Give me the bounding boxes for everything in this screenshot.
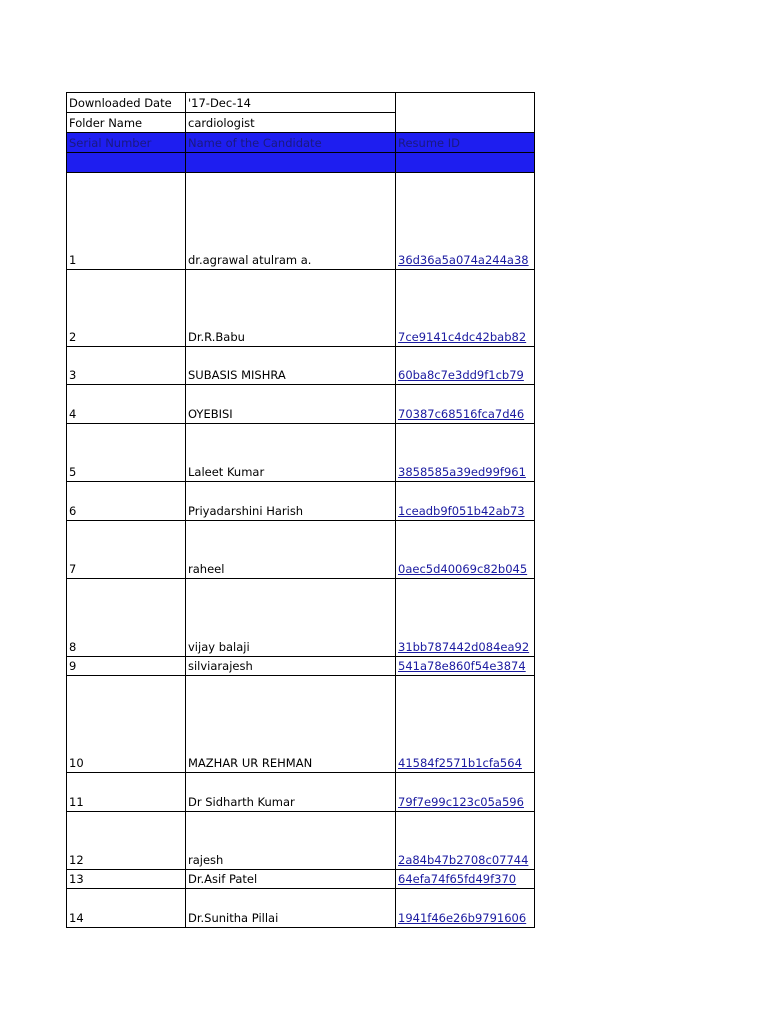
resume-id-link[interactable]: 541a78e860f54e3874 [398, 659, 526, 673]
resume-id-cell [396, 676, 535, 773]
table-row [67, 482, 535, 521]
resume-id-link[interactable]: 79f7e99c123c05a596 [398, 795, 524, 809]
resume-id-cell [396, 385, 535, 424]
downloaded-date-value: '17-Dec-14 [186, 93, 396, 113]
serial-number-cell: 10 [67, 676, 186, 773]
table-row [67, 812, 535, 870]
resume-id-cell [396, 812, 535, 870]
table-row [67, 270, 535, 347]
resume-id-cell [396, 773, 535, 812]
serial-number-cell: 5 [67, 424, 186, 482]
table-row [67, 889, 535, 928]
serial-number-cell: 7 [67, 521, 186, 579]
table-row [67, 385, 535, 424]
resume-id-cell [396, 521, 535, 579]
candidate-sheet [66, 92, 535, 928]
resume-id-cell [396, 870, 535, 889]
serial-number-cell: 3 [67, 347, 186, 385]
resume-id-link[interactable]: 41584f2571b1cfa564 [398, 756, 522, 770]
resume-id-link[interactable]: 36d36a5a074a244a38 [398, 253, 529, 267]
serial-number-cell: 9 [67, 657, 186, 676]
resume-id-cell [396, 173, 535, 270]
candidate-name-cell: Dr.Sunitha Pillai [186, 889, 396, 928]
table-row [67, 870, 535, 889]
serial-number-cell: 1 [67, 173, 186, 270]
serial-number-cell: 6 [67, 482, 186, 521]
header-filler-cell [186, 153, 396, 173]
candidate-name-cell: OYEBISI [186, 385, 396, 424]
serial-number-cell: 14 [67, 889, 186, 928]
downloaded-date-row [67, 93, 535, 113]
resume-id-cell [396, 424, 535, 482]
candidate-name-cell: Dr.R.Babu [186, 270, 396, 347]
downloaded-date-label: Downloaded Date [67, 93, 186, 113]
resume-id-link[interactable]: 64efa74f65fd49f370 [398, 872, 517, 886]
candidate-name-cell: MAZHAR UR REHMAN [186, 676, 396, 773]
resume-id-link[interactable]: 70387c68516fca7d46 [398, 407, 525, 421]
table-row [67, 173, 535, 270]
candidate-name-cell: SUBASIS MISHRA [186, 347, 396, 385]
header-filler-row [67, 153, 535, 173]
header-filler-cell [67, 153, 186, 173]
resume-id-link[interactable]: 31bb787442d084ea92 [398, 640, 530, 654]
candidate-name-cell: dr.agrawal atulram a. [186, 173, 396, 270]
folder-name-label: Folder Name [67, 113, 186, 133]
candidate-name-cell: Laleet Kumar [186, 424, 396, 482]
candidate-name-cell: Dr.Asif Patel [186, 870, 396, 889]
header-filler-cell [396, 153, 535, 173]
header-resume-id: Resume ID [396, 133, 535, 153]
candidate-name-cell: Priyadarshini Harish [186, 482, 396, 521]
resume-id-cell [396, 347, 535, 385]
table-row [67, 676, 535, 773]
column-header-row [67, 133, 535, 153]
resume-id-link[interactable]: 0aec5d40069c82b045 [398, 562, 528, 576]
meta-blank-cell [396, 93, 535, 113]
table-row [67, 347, 535, 385]
candidate-name-cell: vijay balaji [186, 579, 396, 657]
resume-id-cell [396, 579, 535, 657]
table-row [67, 424, 535, 482]
table-row [67, 657, 535, 676]
serial-number-cell: 8 [67, 579, 186, 657]
folder-name-row [67, 113, 535, 133]
resume-id-cell [396, 889, 535, 928]
candidate-name-cell: silviarajesh [186, 657, 396, 676]
candidate-name-cell: rajesh [186, 812, 396, 870]
table-row [67, 773, 535, 812]
resume-id-cell [396, 482, 535, 521]
serial-number-cell: 13 [67, 870, 186, 889]
resume-id-link[interactable]: 1941f46e26b9791606 [398, 911, 527, 925]
folder-name-value: cardiologist [186, 113, 396, 133]
table-row [67, 521, 535, 579]
candidate-name-cell: raheel [186, 521, 396, 579]
resume-id-link[interactable]: 2a84b47b2708c07744 [398, 853, 529, 867]
meta-blank-cell [396, 113, 535, 133]
candidate-name-cell: Dr Sidharth Kumar [186, 773, 396, 812]
serial-number-cell: 2 [67, 270, 186, 347]
resume-id-cell [396, 657, 535, 676]
resume-id-link[interactable]: 60ba8c7e3dd9f1cb79 [398, 368, 524, 382]
resume-id-link[interactable]: 1ceadb9f051b42ab73 [398, 504, 525, 518]
resume-id-link[interactable]: 3858585a39ed99f961 [398, 465, 526, 479]
table-row [67, 579, 535, 657]
header-candidate-name: Name of the Candidate [186, 133, 396, 153]
resume-id-link[interactable]: 7ce9141c4dc42bab82 [398, 330, 527, 344]
serial-number-cell: 11 [67, 773, 186, 812]
resume-id-cell [396, 270, 535, 347]
header-serial-number: Serial Number [67, 133, 186, 153]
serial-number-cell: 12 [67, 812, 186, 870]
serial-number-cell: 4 [67, 385, 186, 424]
